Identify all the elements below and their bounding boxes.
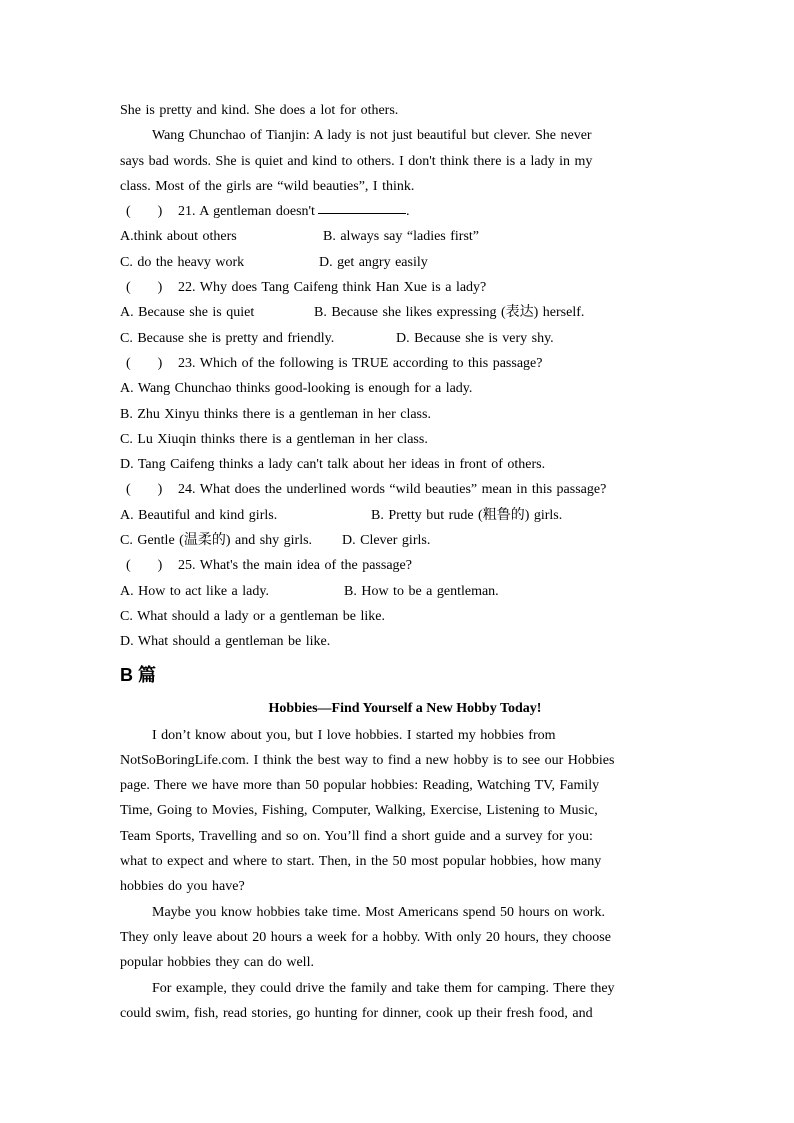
answer-option[interactable]: B. always say “ladies first” xyxy=(323,229,480,245)
passage-line: hobbies do you have? xyxy=(120,879,245,895)
question-stem xyxy=(120,351,680,376)
answer-paren[interactable]: ( ) xyxy=(126,280,163,296)
option-row xyxy=(120,402,680,427)
passage-line: Wang Chunchao of Tianjin: A lady is not just beautiful but clever. She never xyxy=(152,128,592,144)
option-row xyxy=(120,250,680,275)
passage-b xyxy=(120,723,680,1027)
answer-paren[interactable]: ( ) xyxy=(126,558,163,574)
answer-option[interactable]: D. What should a gentleman be like. xyxy=(120,634,331,650)
passage-line: Team Sports, Travelling and so on. You’ll find a short guide and a survey for you: xyxy=(120,828,593,844)
option-row xyxy=(120,224,680,249)
passage-line: Time, Going to Movies, Fishing, Computer, Walking, Exercise, Listening to Music, xyxy=(120,803,598,819)
answer-option[interactable]: A. Wang Chunchao thinks good-looking is enough for a lady. xyxy=(120,381,473,397)
question-text: 21. A gentleman doesn't xyxy=(178,204,315,220)
option-row xyxy=(120,326,680,351)
answer-paren[interactable]: ( ) xyxy=(126,482,163,498)
passage-line: She is pretty and kind. She does a lot for others. xyxy=(120,103,399,118)
answer-option[interactable]: B. Because she likes expressing (表达) herself. xyxy=(314,305,585,321)
question-list xyxy=(120,199,680,654)
answer-paren[interactable]: ( ) xyxy=(126,204,163,220)
passage-line: They only leave about 20 hours a week for a hobby. With only 20 hours, they choose xyxy=(120,929,611,945)
answer-option[interactable]: C. What should a lady or a gentleman be like. xyxy=(120,608,385,624)
option-row xyxy=(120,503,680,528)
option-row xyxy=(120,300,680,325)
answer-option[interactable]: D. get angry easily xyxy=(319,254,428,270)
option-row xyxy=(120,604,680,629)
question-stem xyxy=(120,199,680,224)
section-b-heading: B 篇 xyxy=(120,664,156,685)
question-text: 22. Why does Tang Caifeng think Han Xue is a lady? xyxy=(178,280,487,296)
passage-line: I don’t know about you, but I love hobbies. I started my hobbies from xyxy=(152,727,556,743)
answer-option[interactable]: A. Because she is quiet xyxy=(120,305,255,321)
worksheet-page xyxy=(120,98,680,1026)
question-stem xyxy=(120,275,680,300)
answer-option[interactable]: B. Zhu Xinyu thinks there is a gentleman in her class. xyxy=(120,406,431,422)
option-row xyxy=(120,452,680,477)
answer-option[interactable]: B. How to be a gentleman. xyxy=(344,583,499,599)
answer-option[interactable]: A. How to act like a lady. xyxy=(120,583,269,599)
passage-line: For example, they could drive the family and take them for camping. There they xyxy=(152,980,615,996)
answer-paren[interactable]: ( ) xyxy=(126,355,163,371)
passage-b-title: Hobbies—Find Yourself a New Hobby Today! xyxy=(268,700,542,716)
answer-option[interactable]: D. Tang Caifeng thinks a lady can't talk about her ideas in front of others. xyxy=(120,457,546,473)
passage-line: could swim, fish, read stories, go hunting for dinner, cook up their fresh food, and xyxy=(120,1005,593,1021)
answer-option[interactable]: C. Because she is pretty and friendly. xyxy=(120,330,335,346)
option-row xyxy=(120,376,680,401)
question-text: 25. What's the main idea of the passage? xyxy=(178,558,412,574)
answer-option[interactable]: D. Clever girls. xyxy=(342,533,431,549)
passage-line: popular hobbies they can do well. xyxy=(120,955,314,971)
passage-a xyxy=(120,98,680,199)
question-stem xyxy=(120,477,680,502)
option-row xyxy=(120,579,680,604)
question-text: 23. Which of the following is TRUE according to this passage? xyxy=(178,355,543,371)
answer-option[interactable]: D. Because she is very shy. xyxy=(396,330,554,346)
passage-line: page. There we have more than 50 popular hobbies: Reading, Watching TV, Family xyxy=(120,778,600,794)
answer-option[interactable]: B. Pretty but rude (粗鲁的) girls. xyxy=(371,507,563,523)
answer-option[interactable]: A. Beautiful and kind girls. xyxy=(120,507,278,523)
period: . xyxy=(405,204,410,220)
answer-option[interactable]: C. do the heavy work xyxy=(120,254,245,270)
question-stem xyxy=(120,553,680,578)
answer-option[interactable]: A.think about others xyxy=(120,229,237,245)
option-row xyxy=(120,528,680,553)
answer-option[interactable]: C. Gentle (温柔的) and shy girls. xyxy=(120,533,313,549)
answer-option[interactable]: C. Lu Xiuqin thinks there is a gentleman in her class. xyxy=(120,431,428,447)
option-row xyxy=(120,629,680,654)
option-row xyxy=(120,427,680,452)
passage-line: says bad words. She is quiet and kind to others. I don't think there is a lady in my xyxy=(120,153,593,169)
question-text: 24. What does the underlined words “wild beauties” mean in this passage? xyxy=(178,482,607,498)
answer-blank[interactable] xyxy=(318,199,406,214)
passage-line: what to expect and where to start. Then, in the 50 most popular hobbies, how many xyxy=(120,854,602,870)
passage-line: class. Most of the girls are “wild beauties”, I think. xyxy=(120,178,415,194)
passage-line: NotSoBoringLife.com. I think the best way to find a new hobby is to see our Hobbies xyxy=(120,752,615,768)
passage-line: Maybe you know hobbies take time. Most Americans spend 50 hours on work. xyxy=(152,904,605,920)
